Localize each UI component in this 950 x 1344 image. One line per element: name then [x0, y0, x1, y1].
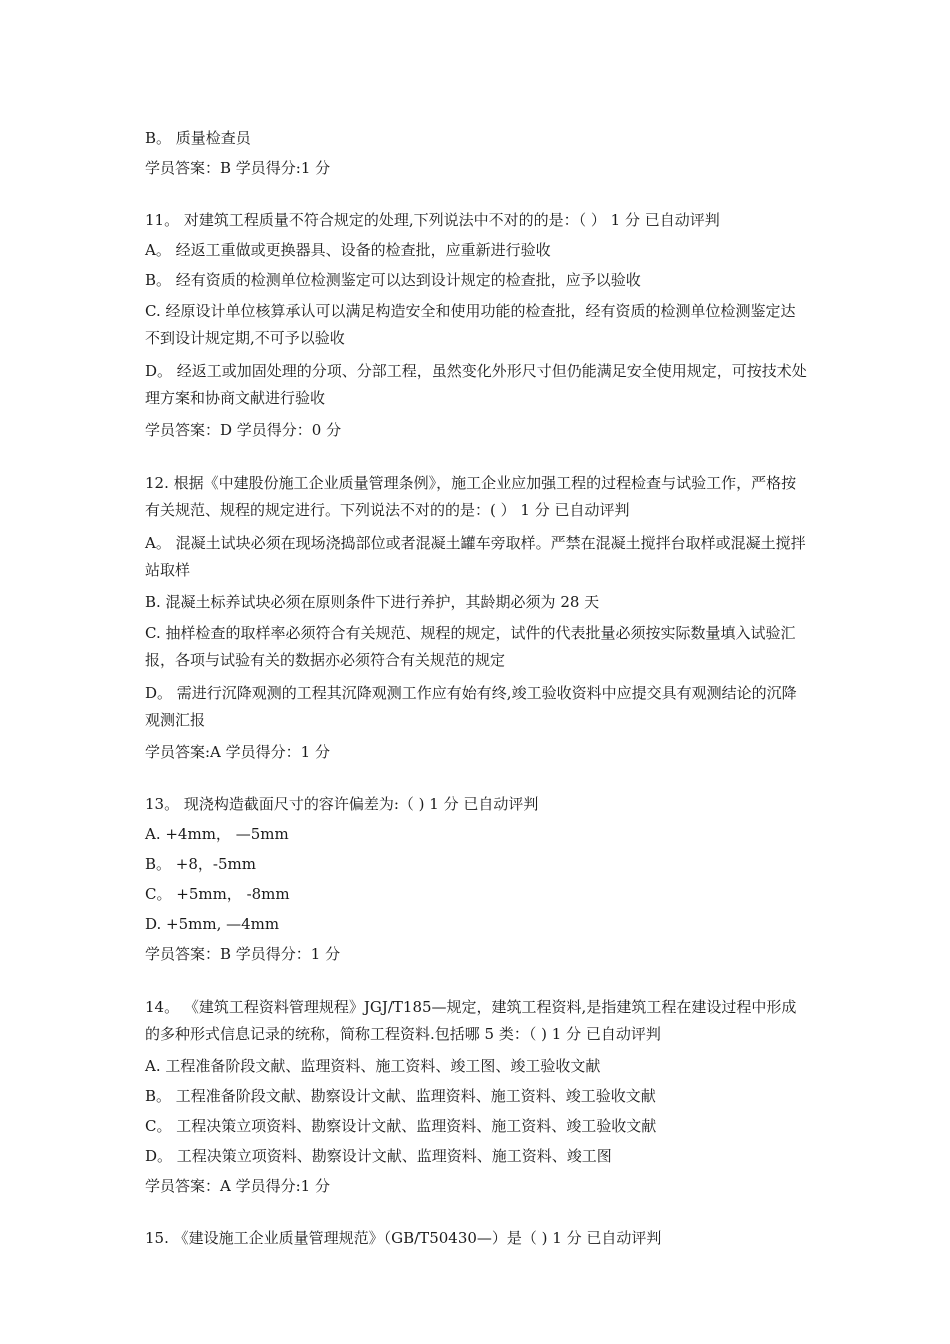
question-13 — [145, 792, 810, 966]
student-answer: 学员答案：B 学员得分:1 分 — [145, 159, 331, 177]
option-b: B。 质量检查员 — [145, 129, 251, 147]
student-answer: 学员答案:A 学员得分：1 分 — [145, 743, 330, 761]
option-a: A。 混凝土试块必须在现场浇捣部位或者混凝土罐车旁取样。严禁在混凝土搅拌台取样或混凝土搅拌站取样 — [145, 534, 806, 579]
option-c: C。 +5mm， -8mm — [145, 885, 290, 903]
question-stem: 14。 《建筑工程资料管理规程》JGJ/T185—规定，建筑工程资料,是指建筑工程在建设过程中形成的多种形式信息记录的统称，简称工程资料.包括哪 5 类：（ ) 1 分 已自动评判 — [145, 998, 797, 1043]
question-stem: 15. 《建设施工企业质量管理规范》（GB/T50430—）是（ ) 1 分 已自动评判 — [145, 1229, 662, 1247]
option-b: B. 混凝土标养试块必须在原则条件下进行养护，其龄期必须为 28 天 — [145, 593, 600, 611]
option-d: D. +5mm, —4mm — [145, 915, 280, 933]
option-c: C. 经原设计单位核算承认可以满足构造安全和使用功能的检查批，经有资质的检测单位检测鉴定达不到设计规定期,不可予以验收 — [145, 302, 796, 347]
question-10-tail — [145, 126, 810, 180]
question-11 — [145, 208, 810, 442]
question-14 — [145, 994, 810, 1198]
student-answer: 学员答案：D 学员得分：0 分 — [145, 421, 342, 439]
question-stem: 12. 根据《中建股份施工企业质量管理条例》，施工企业应加强工程的过程检查与试验工作，严格按有关规范、规程的规定进行。下列说法不对的的是：( ） 1 分 已自动评判 — [145, 474, 797, 519]
option-c: C。 工程决策立项资料、勘察设计文献、监理资料、施工资料、竣工验收文献 — [145, 1117, 657, 1135]
option-d: D。 需进行沉降观测的工程其沉降观测工作应有始有终,竣工验收资料中应提交具有观测结论的沉降观测汇报 — [145, 684, 797, 729]
student-answer: 学员答案：A 学员得分:1 分 — [145, 1177, 330, 1195]
option-c: C. 抽样检查的取样率必须符合有关规范、规程的规定，试件的代表批量必须按实际数量填入试验汇报，各项与试验有关的数据亦必须符合有关规范的规定 — [145, 624, 796, 669]
option-d: D。 经返工或加固处理的分项、分部工程，虽然变化外形尺寸但仍能满足安全使用规定，可按技术处理方案和协商文献进行验收 — [145, 362, 807, 407]
question-15 — [145, 1226, 810, 1250]
option-b: B。 工程准备阶段文献、勘察设计文献、监理资料、施工资料、竣工验收文献 — [145, 1087, 656, 1105]
option-d: D。 工程决策立项资料、勘察设计文献、监理资料、施工资料、竣工图 — [145, 1147, 612, 1165]
option-b: B。 +8，-5mm — [145, 855, 256, 873]
option-b: B。 经有资质的检测单位检测鉴定可以达到设计规定的检查批，应予以验收 — [145, 271, 641, 289]
option-a: A。 经返工重做或更换器具、设备的检查批，应重新进行验收 — [145, 241, 551, 259]
option-a: A. +4mm， —5mm — [145, 825, 289, 843]
document-page — [145, 126, 810, 1256]
question-12 — [145, 470, 810, 764]
option-a: A. 工程准备阶段文献、监理资料、施工资料、竣工图、竣工验收文献 — [145, 1057, 601, 1075]
student-answer: 学员答案：B 学员得分：1 分 — [145, 945, 341, 963]
question-stem: 11。 对建筑工程质量不符合规定的处理,下列说法中不对的的是：（ ） 1 分 已自动评判 — [145, 211, 720, 229]
question-stem: 13。 现浇构造截面尺寸的容许偏差为:（ ) 1 分 已自动评判 — [145, 795, 539, 813]
